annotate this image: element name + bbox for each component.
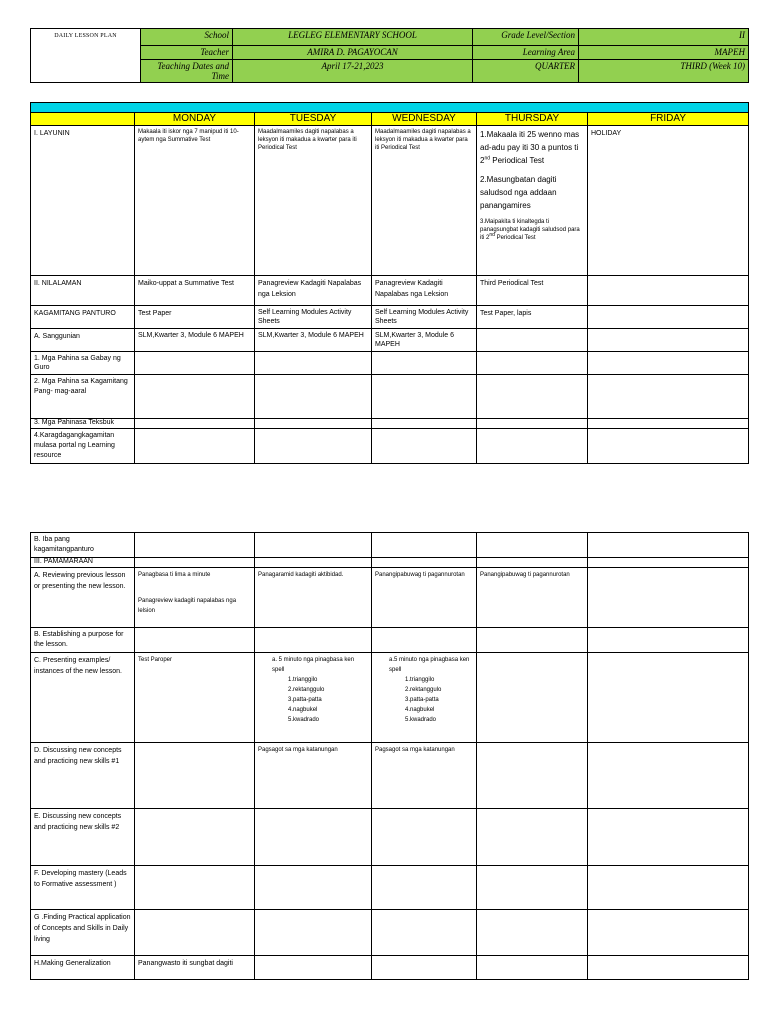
cell-tuesday [255, 653, 372, 743]
teacher-value: AMIRA D. PAGAYOCAN [233, 46, 473, 60]
lesson-plan-table [30, 102, 749, 464]
school-label: School [141, 29, 233, 46]
cell-monday: Test Paper [135, 306, 255, 329]
objective-3: 3.Maipakita ti kinaltegda ti panagsungbat kadagiti saludsod para iti 2nd Periodical Test [480, 219, 580, 241]
cell-tuesday: Maadalmaamiles dagiti napalabas a leksyon iti makadua a kwarter para iti Periodical Test [255, 126, 372, 276]
cell-monday: Makaala iti iskor nga 7 manipud iti 10-aytem nga Summative Test [135, 126, 255, 276]
cell-monday [135, 568, 255, 628]
row-karagdagang [31, 429, 749, 464]
row-label: G .Finding Practical application of Concepts and Skills in Daily living [31, 910, 135, 956]
day-thursday: THURSDAY [477, 113, 588, 126]
cell-tuesday: SLM,Kwarter 3, Module 6 MAPEH [255, 329, 372, 352]
cell-thursday [477, 126, 588, 276]
area-value: MAPEH [579, 46, 749, 60]
shape-list [375, 675, 473, 725]
shape-item: 4.nagbukel [405, 707, 435, 713]
row-label: A. Sanggunian [31, 329, 135, 352]
cell-wednesday: Panagreview Kadagiti Napalabas nga Leksion [372, 276, 477, 306]
row-label: B. Establishing a purpose for the lesson. [31, 628, 135, 653]
row-label: KAGAMITANG PANTURO [31, 306, 135, 329]
shape-item: 5.kwadrado [405, 717, 437, 723]
shape-list [258, 675, 368, 725]
cell-wednesday: Self Learning Modules Activity Sheets [372, 306, 477, 329]
shape-item: 1.trianggilo [288, 677, 318, 683]
row-kagamitang [31, 306, 749, 329]
row-layunin [31, 126, 749, 276]
cyan-band [31, 103, 749, 113]
shape-item: 3.patta-patta [288, 697, 322, 703]
row-label: A. Reviewing previous lesson or presenting the new lesson. [31, 568, 135, 628]
day-monday: MONDAY [135, 113, 255, 126]
cell-tuesday: Panagaramid kadagiti aktibidad. [255, 568, 372, 628]
row-label: 1. Mga Pahina sa Gabay ng Guro [31, 352, 135, 375]
cell-tuesday: Self Learning Modules Activity Sheets [255, 306, 372, 329]
cell-monday: Maiko-uppat a Summative Test [135, 276, 255, 306]
row-label: F. Developing mastery (Leads to Formative assessment ) [31, 866, 135, 910]
row-label: H.Making Generalization [31, 956, 135, 980]
procedure-table [30, 532, 749, 980]
shape-item: 4.nagbukel [288, 707, 318, 713]
row-label: 2. Mga Pahina sa Kagamitang Pang- mag-aaral [31, 375, 135, 419]
cell-wednesday: SLM,Kwarter 3, Module 6 MAPEH [372, 329, 477, 352]
row-a [31, 568, 749, 628]
row-nilalaman [31, 276, 749, 306]
cell-monday: Panangwasto iti sungbat dagiti [135, 956, 255, 980]
grade-value: II [579, 29, 749, 46]
row-gabay [31, 352, 749, 375]
row-d [31, 743, 749, 809]
row-label: III. PAMAMARAAN [31, 558, 135, 568]
cell-tuesday: Pagsagot sa mga katanungan [255, 743, 372, 809]
row-kagamitan [31, 375, 749, 419]
school-value: LEGLEG ELEMENTARY SCHOOL [233, 29, 473, 46]
row-label: 3. Mga Pahinasa Teksbuk [31, 419, 135, 429]
cell-friday [588, 329, 749, 352]
shape-item: 3.patta-patta [405, 697, 439, 703]
cell-tuesday: Panagreview Kadagiti Napalabas nga Leksion [255, 276, 372, 306]
reading-activity: a.5 minuto nga pinagbasa ken spell [389, 657, 470, 673]
row-iba [31, 533, 749, 558]
shape-item: 2.rektanggulo [405, 687, 442, 693]
cell-wednesday: Maadalmaamiles dagiti napalabas a leksyon iti makadua a kwarter para iti Periodical Test [372, 126, 477, 276]
row-c [31, 653, 749, 743]
row-label: 4.Karagdagangkagamitan mulasa portal ng Learning resource [31, 429, 135, 464]
cell-thursday: Third Periodical Test [477, 276, 588, 306]
shape-item: 2.rektanggulo [288, 687, 325, 693]
grade-label: Grade Level/Section [473, 29, 579, 46]
cell-friday [588, 568, 749, 628]
row-label: II. NILALAMAN [31, 276, 135, 306]
dates-value: April 17-21,2023 [233, 60, 473, 83]
cell-thursday: Panangipabuwag ti pagannurotan [477, 568, 588, 628]
quarter-value: THIRD (Week 10) [579, 60, 749, 83]
review-line-2: Panagreview kadagiti napalabas nga lelsion [138, 598, 237, 614]
day-header-row [31, 113, 749, 126]
day-wednesday: WEDNESDAY [372, 113, 477, 126]
reading-activity: a. 5 minuto nga pinagbasa ken spell [272, 657, 355, 673]
cell-monday: Test Paroper [135, 653, 255, 743]
row-h [31, 956, 749, 980]
cell-thursday [477, 329, 588, 352]
day-friday: FRIDAY [588, 113, 749, 126]
cell-friday [588, 276, 749, 306]
dates-label: Teaching Dates and Time [141, 60, 233, 83]
row-g [31, 910, 749, 956]
cell-thursday: Test Paper, lapis [477, 306, 588, 329]
day-tuesday: TUESDAY [255, 113, 372, 126]
row-f [31, 866, 749, 910]
shape-item: 1.trianggilo [405, 677, 435, 683]
document-title: DAILY LESSON PLAN [31, 29, 141, 83]
cell-monday: SLM,Kwarter 3, Module 6 MAPEH [135, 329, 255, 352]
row-sanggunian [31, 329, 749, 352]
teacher-label: Teacher [141, 46, 233, 60]
objective-2: 2.Masungbatan dagiti saludsod nga addaan panangamires [480, 175, 557, 210]
quarter-label: QUARTER [473, 60, 579, 83]
cell-wednesday: Panangipabuwag ti pagannurotan [372, 568, 477, 628]
cell-friday [588, 306, 749, 329]
row-b [31, 628, 749, 653]
review-line-1: Panagbasa ti lima a minute [138, 572, 211, 578]
row-label: E. Discussing new concepts and practicing new skills #2 [31, 809, 135, 866]
row-e [31, 809, 749, 866]
row-label: D. Discussing new concepts and practicing new skills #1 [31, 743, 135, 809]
area-label: Learning Area [473, 46, 579, 60]
cell-wednesday: Pagsagot sa mga katanungan [372, 743, 477, 809]
row-label: B. Iba pang kagamitangpanturo [31, 533, 135, 558]
row-label: I. LAYUNIN [31, 126, 135, 276]
header-table [30, 28, 749, 83]
shape-item: 5.kwadrado [288, 717, 320, 723]
row-pamamaraan [31, 558, 749, 568]
row-teksbuk [31, 419, 749, 429]
cell-friday: HOLIDAY [588, 126, 749, 276]
row-label: C. Presenting examples/ instances of the new lesson. [31, 653, 135, 743]
cell-wednesday [372, 653, 477, 743]
objective-1: 1.Makaala iti 25 wenno mas ad-adu pay iti 30 a puntos ti 2nd Periodical Test [480, 130, 580, 165]
